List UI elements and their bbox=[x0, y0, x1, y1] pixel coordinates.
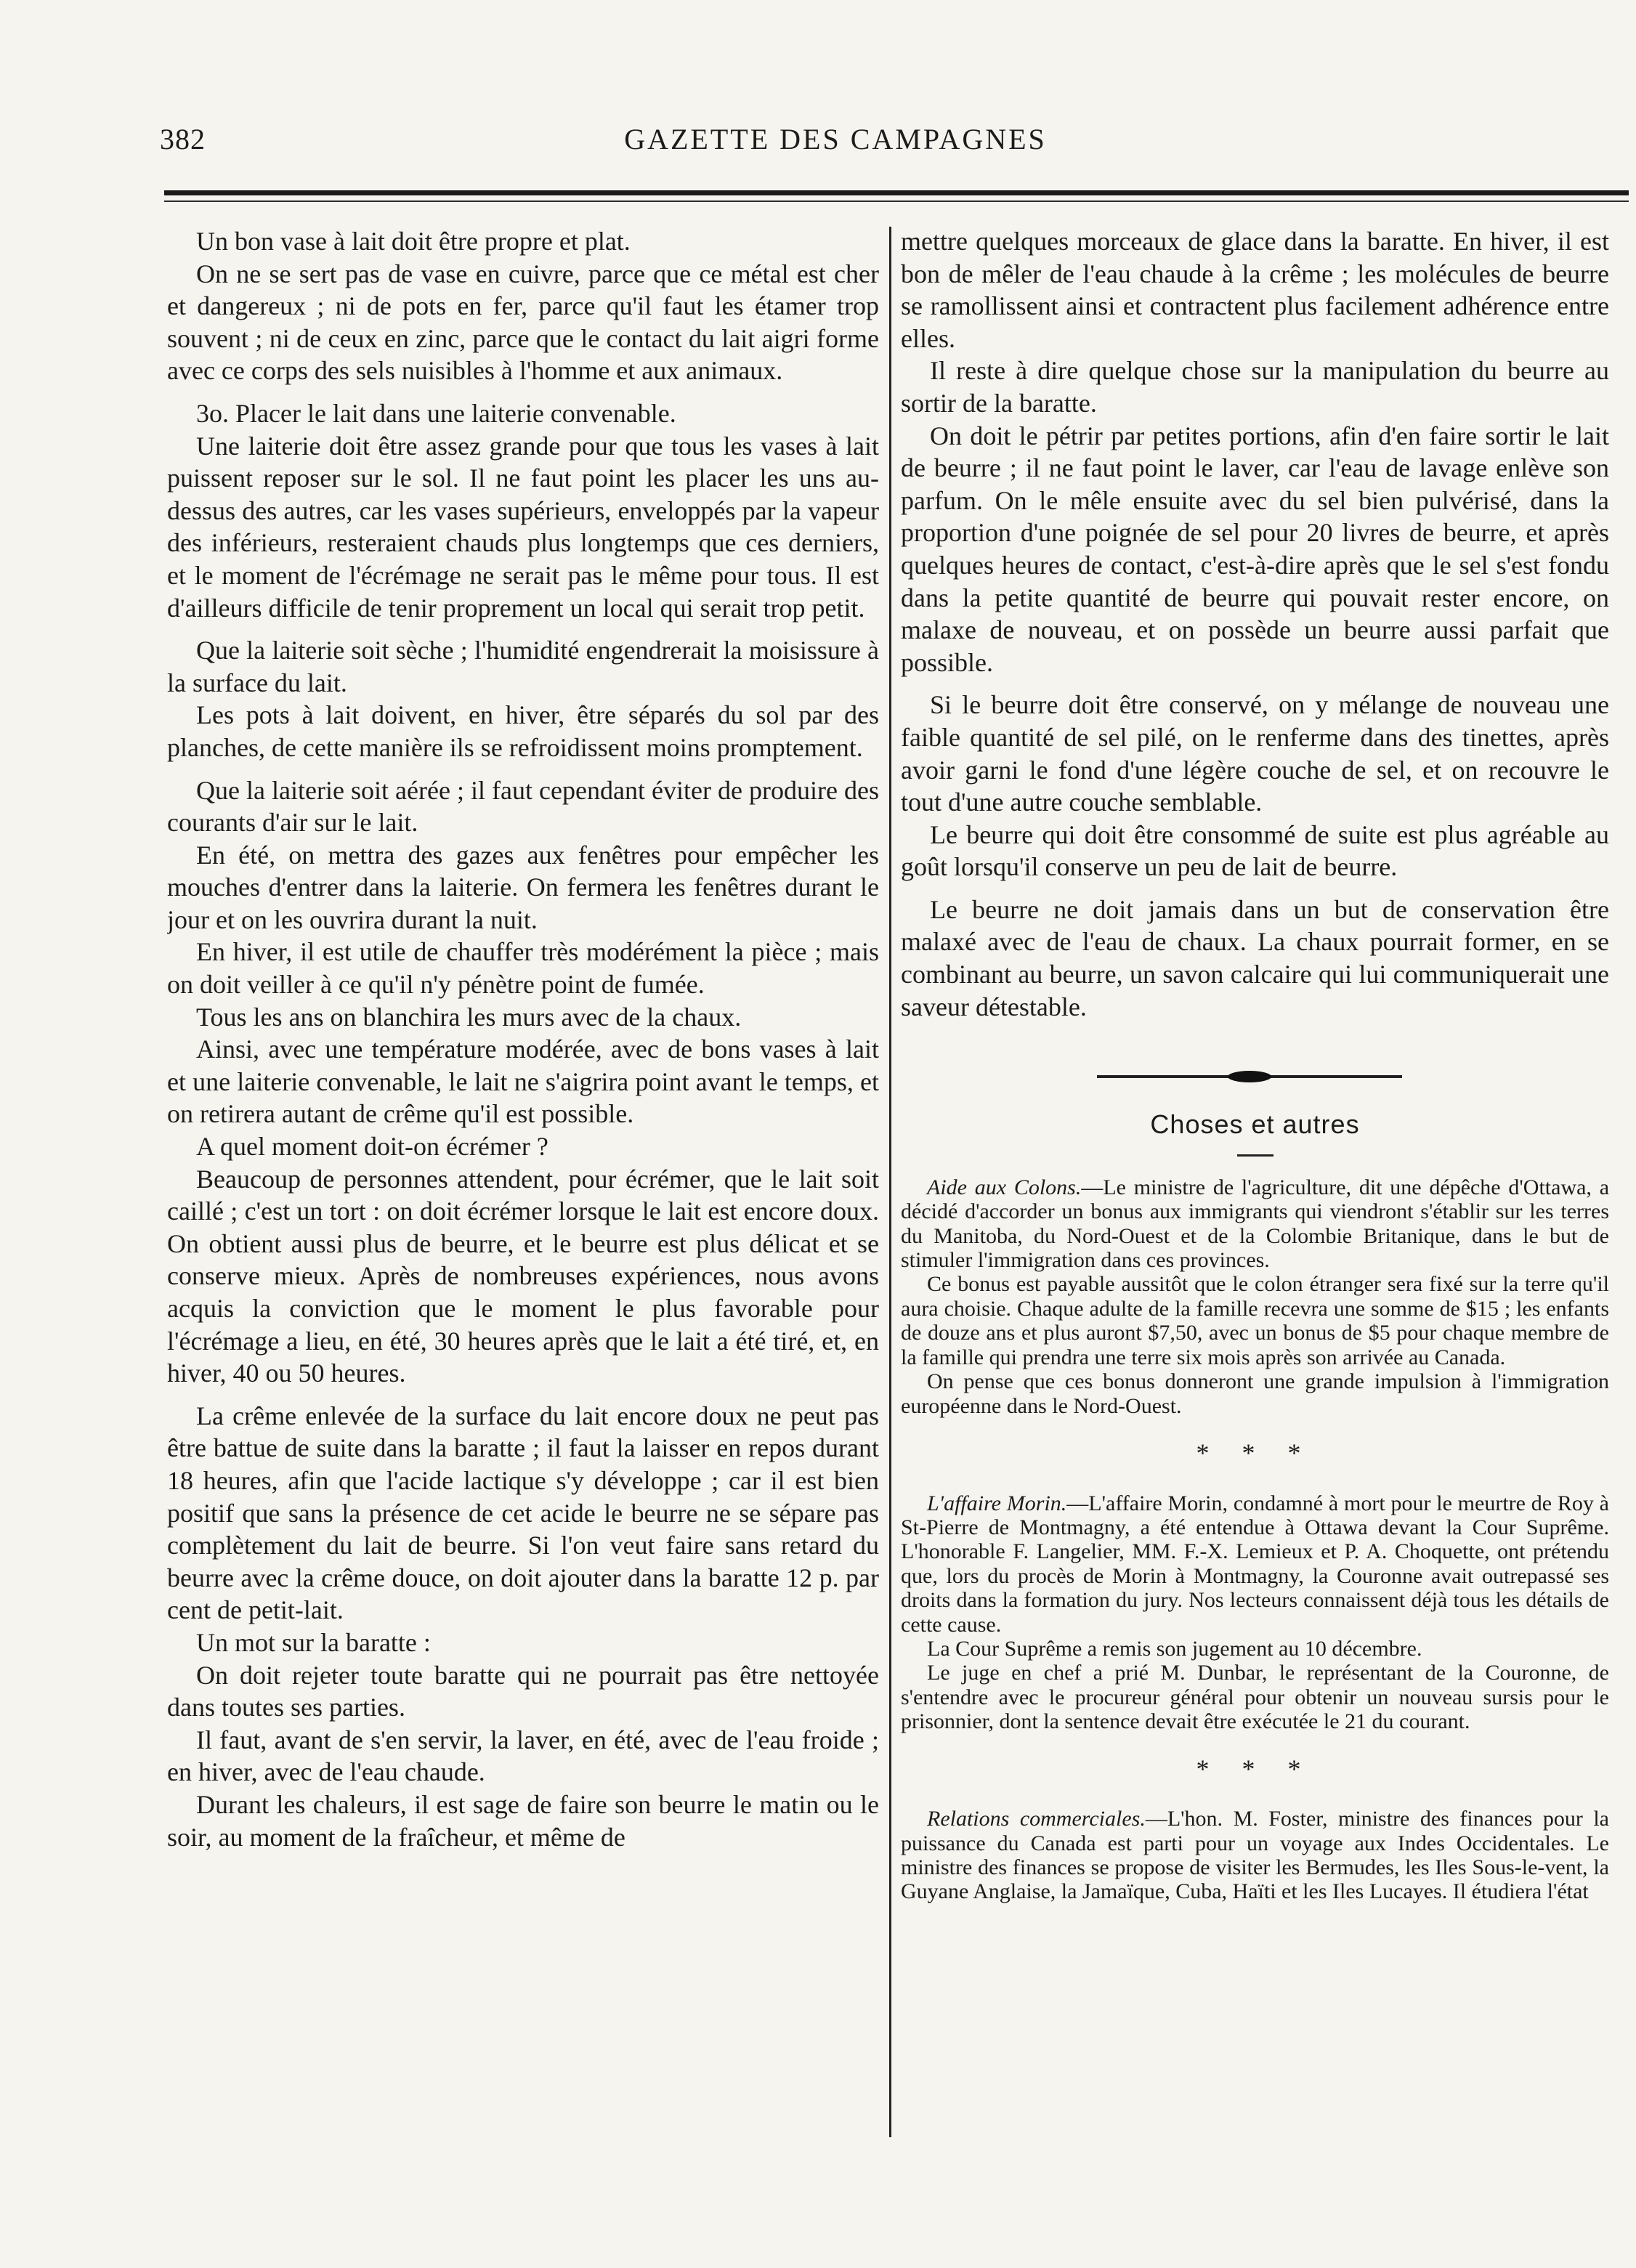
news-item bbox=[901, 1491, 1609, 1734]
separator-stars: * * * bbox=[1196, 1754, 1314, 1783]
paragraph: Les pots à lait doivent, en hiver, être séparés du sol par des planches, de cette manière ils se refroidissent moins promptement. bbox=[167, 700, 879, 762]
paragraph: Beaucoup de personnes attendent, pour écrémer, que le lait soit caillé ; c'est un tort : on doit écrémer lorsque le lait est encore doux. On obtient aussi plus de beurre, et le beurre est plus délicat et se conserve mieux. Après de nombreuses expériences, nous avons acquis la conviction que le moment le plus favorable pour l'écrémage a lieu, en été, 30 heures après que le lait a été tiré, et, en hiver, 40 ou 50 heures. bbox=[167, 1164, 879, 1388]
paragraph: mettre quelques morceaux de glace dans la baratte. En hiver, il est bon de mêler de l'eau chaude à la crême ; les molécules de beurre se ramollissent ainsi et contractent plus facilement adhérence entre elles. bbox=[901, 227, 1609, 353]
paragraph: On doit rejeter toute baratte qui ne pourrait pas être nettoyée dans toutes ses parties. bbox=[167, 1660, 879, 1722]
news-text: —L'hon. M. Foster, ministre des finances pour la puissance du Canada est parti pour un voyage aux Indes Occidentales. Le ministre des finances se propose de visiter les Bermudes, les Iles Sous-le-vent, la Guyane Anglaise, la Jamaïque, Cuba, Haïti et les Iles Lucayes. Il étudiera l'état bbox=[901, 1807, 1609, 1904]
paragraph: Le beurre qui doit être consommé de suite est plus agréable au goût lorsqu'il conserve un peu de lait de beurre. bbox=[901, 819, 1609, 882]
paragraph: On ne se sert pas de vase en cuivre, parce que ce métal est cher et dangereux ; ni de pots en fer, parce qu'il faut les étamer trop souvent ; ni de ceux en zinc, parce que le contact du lait aigri forme avec ce corps des sels nuisibles à l'homme et aux animaux. bbox=[167, 259, 879, 386]
news-text: —L'affaire Morin, condamné à mort pour le meurtre de Roy à St-Pierre de Montmagny, a été entendue à Ottawa devant la Cour Suprême. L'honorable F. Langelier, MM. F.-X. Lemieux et P. A. Choquette, ont prétendu que, lors du procès de Morin à Montmagny, la Couronne avait outrepassé ses droits dans la formation du jury. Nos lecteurs connaissent déjà tous les détails de cette cause. bbox=[901, 1491, 1609, 1637]
news-text: On pense que ces bonus donneront une grande impulsion à l'immigration européenne dans le Nord-Ouest. bbox=[901, 1369, 1609, 1418]
paragraph: Si le beurre doit être conservé, on y mélange de nouveau une faible quantité de sel pilé, on le renferme dans des tinettes, après avoir garni le fond d'une légère couche de sel, et on recouvre le tout d'une autre couche semblable. bbox=[901, 690, 1609, 817]
ornamental-rule bbox=[901, 1065, 1609, 1087]
running-title: GAZETTE DES CAMPAGNES bbox=[624, 123, 1047, 155]
news-text: La Cour Suprême a remis son jugement au 10 décembre. bbox=[927, 1636, 1422, 1661]
paragraph: Une laiterie doit être assez grande pour que tous les vases à lait puissent reposer sur le sol. Il ne faut point les placer les uns au-dessus des autres, car les vases supérieurs, enveloppés par la vapeur des inférieurs, resteraient chauds plus longtemps que ces derniers, et le moment de l'écrémage ne serait pas le même pour tous. Il est d'ailleurs difficile de tenir proprement un local qui serait trop petit. bbox=[167, 431, 879, 623]
section-heading: Choses et autres bbox=[1150, 1109, 1360, 1140]
header-rule-thin bbox=[164, 201, 1629, 202]
news-title: Relations commerciales. bbox=[927, 1807, 1146, 1831]
news-item bbox=[901, 1807, 1609, 1904]
paragraph: La crême enlevée de la surface du lait encore doux ne peut pas être battue de suite dans la baratte ; il faut la laisser en repos durant 18 heures, afin que l'acide lactique s'y développe ; car il est bien positif que sans la présence de cet acide le beurre ne se sépare pas complètement du lait de beurre. Si l'on veut faire sans retard du beurre avec la crême douce, on doit ajouter dans la baratte 12 p. par cent de petit-lait. bbox=[167, 1401, 879, 1625]
paragraph: Durant les chaleurs, il est sage de faire son beurre le matin ou le soir, au moment de la fraîcheur, et même de bbox=[167, 1789, 879, 1852]
paragraph: Que la laiterie soit aérée ; il faut cependant éviter de produire des courants d'air sur le lait. bbox=[167, 775, 879, 838]
news-title: L'affaire Morin. bbox=[927, 1491, 1067, 1515]
news-text: Le juge en chef a prié M. Dunbar, le représentant de la Couronne, de s'entendre avec le procureur général pour obtenir un nouveau sursis pour le prisonnier, dont la sentence devait être exécutée le 21 du courant. bbox=[901, 1661, 1609, 1734]
news-item bbox=[901, 1175, 1609, 1418]
paragraph: Ainsi, avec une température modérée, avec de bons vases à lait et une laiterie convenable, le lait ne s'aigrira point avant le temps, et on retirera autant de crême qu'il est possible. bbox=[167, 1034, 879, 1129]
column-divider bbox=[889, 227, 891, 2137]
header-rule-thick bbox=[164, 190, 1629, 195]
paragraph: 3o. Placer le lait dans une laiterie convenable. bbox=[196, 398, 676, 428]
news-title: Aide aux Colons. bbox=[927, 1175, 1082, 1199]
heading-rule bbox=[1237, 1154, 1273, 1157]
paragraph: Que la laiterie soit sèche ; l'humidité engendrerait la moisissure à la surface du lait. bbox=[167, 636, 879, 697]
news-text: Ce bonus est payable aussitôt que le colon étranger sera fixé sur la terre qu'il aura choisie. Chaque adulte de la famille recevra une somme de $15 ; les enfants de douze ans et plus auront $7,50, avec un bonus de $5 pour chaque membre de la famille qui prendra une terre six mois après son arrivée au Canada. bbox=[901, 1272, 1609, 1369]
paragraph: Il faut, avant de s'en servir, la laver, en été, avec de l'eau froide ; en hiver, avec de l'eau chaude. bbox=[167, 1725, 879, 1787]
paragraph: En hiver, il est utile de chauffer très modérément la pièce ; mais on doit veiller à ce qu'il n'y pénètre point de fumée. bbox=[167, 937, 879, 1000]
paragraph: En été, on mettra des gazes aux fenêtres pour empêcher les mouches d'entrer dans la laiterie. On fermera les fenêtres durant le jour et on les ouvrira durant la nuit. bbox=[167, 840, 879, 934]
paragraph: Il reste à dire quelque chose sur la manipulation du beurre au sortir de la baratte. bbox=[901, 356, 1609, 418]
page-header bbox=[160, 122, 1511, 166]
right-column bbox=[901, 225, 1609, 2143]
paragraph: Tous les ans on blanchira les murs avec de la chaux. bbox=[196, 1002, 742, 1032]
left-column bbox=[167, 225, 879, 2143]
separator-stars: * * * bbox=[1196, 1438, 1314, 1467]
paragraph: A quel moment doit-on écrémer ? bbox=[196, 1132, 548, 1162]
paragraph: Un mot sur la baratte : bbox=[196, 1627, 431, 1657]
paragraph: Le beurre ne doit jamais dans un but de conservation être malaxé avec de l'eau de chaux. La chaux pourrait former, en se combinant au beurre, un savon calcaire qui lui communiquerait une saveur détestable. bbox=[901, 894, 1609, 1021]
paragraph: On doit le pétrir par petites portions, afin d'en faire sortir le lait de beurre ; il ne faut point le laver, car l'eau de lavage enlève son parfum. On le mêle ensuite avec du sel bien pulvérisé, dans la proportion d'une poignée de sel pour 20 livres de beurre, et après quelques heures de contact, c'est-à-dire après que le sel s'est fondu dans la petite quantité de beurre qui pouvait rester encore, on malaxe de nouveau, et on possède un beurre aussi parfait que possible. bbox=[901, 421, 1609, 677]
news-text: —Le ministre de l'agriculture, dit une dépêche d'Ottawa, a décidé d'accorder un bonus aux immigrants qui viendront s'établir sur les terres du Manitoba, du Nord-Ouest et de la Colombie Britanique, dans le but de stimuler l'immigration dans ces provinces. bbox=[901, 1175, 1609, 1273]
paragraph: Un bon vase à lait doit être propre et plat. bbox=[196, 227, 631, 256]
page-number: 382 bbox=[160, 123, 206, 155]
